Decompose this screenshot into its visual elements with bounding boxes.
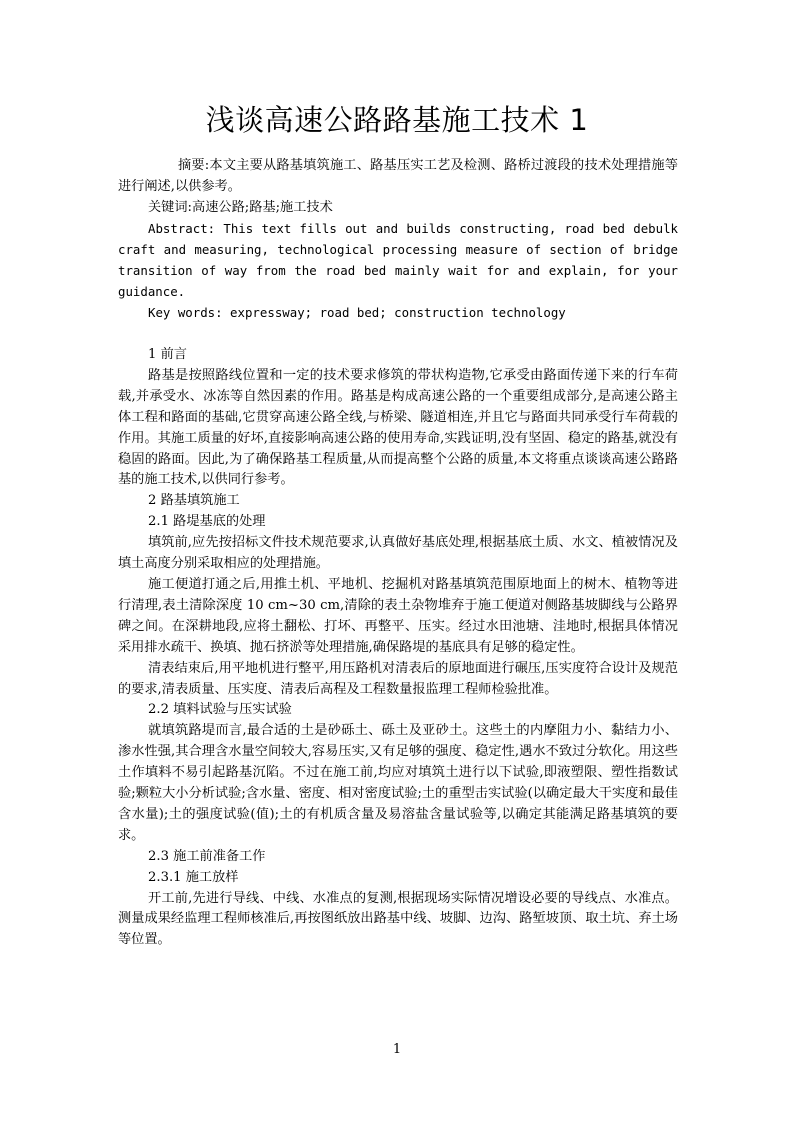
section-1-heading: 1 前言 [148,347,187,362]
section-2-heading: 2 路基填筑施工 [148,493,240,509]
page-number: 1 [392,1042,402,1057]
section-1-paragraph: 路基是按照路线位置和一定的技术要求修筑的带状构造物,它承受由路面传递下来的行车荷载,并承受水、冰冻等自然因素的作用。路基是构成高速公路的一个重要组成部分,是高速公路主体工程和路面的基础,它贯穿高速公路全线,与桥梁、隧道相连,并且它与路面共同承受行车荷载的作用。其施工质量的好坏,直接影响高速公路的使用寿命,实践证明,没有坚固、稳定的路基,就没有稳固的路面。因此,为了确保路基工程质量,从而提高整个公路的质量,本文将重点谈谈高速公路路基的施工技术,以供同行参考。 [118,367,678,488]
abstract-en: Abstract: This text fills out and builds constructing, road bed debulk craft and measuring, technological processing measure of section of bridge transition of way from the road bed mainly wait for and explain, for your guidance. [118,221,678,299]
section-2-1-paragraph-1: 填筑前,应先按招标文件技术规范要求,认真做好基底处理,根据基底土质、水文、植被情况及填土高度分别采取相应的处理措施。 [118,535,678,572]
abstract-block-cn [118,156,678,219]
section-2-3-1-paragraph: 开工前,先进行导线、中线、水准点的复测,根据现场实际情况增设必要的导线点、水准点。测量成果经监理工程师核准后,再按图纸放出路基中线、坡脚、边沟、路堑坡顶、取土坑、弃土场等位置。 [118,890,678,948]
section-2-3-heading: 2.3 施工前准备工作 [148,848,266,864]
abstract-cn: 摘要:本文主要从路基填筑施工、路基压实工艺及检测、路桥过渡段的技术处理措施等进行阐述,以供参考。 [118,158,678,194]
keywords-en: Key words: expressway; road bed; construction technology [148,304,566,320]
abstract-block-en [118,219,678,324]
section-2-1-paragraph-3: 清表结束后,用平地机进行整平,用压路机对清表后的原地面进行碾压,压实度符合设计及规范的要求,清表质量、压实度、清表后高程及工程数量报监理工程师检验批准。 [118,660,678,697]
keywords-cn: 关键词:高速公路;路基;施工技术 [148,199,333,215]
main-body [118,345,678,951]
section-2-1-paragraph-2: 施工便道打通之后,用推土机、平地机、挖掘机对路基填筑范围原地面上的树木、植物等进行清理,表土清除深度 10 cm~30 cm,清除的表土杂物堆弃于施工便道对侧路基坡脚线与公路界碑之间。在深耕地段,应将土翻松、打坏、再整平、压实。经过水田池塘、洼地时,根据具体情况采用排水疏干、换填、抛石挤淤等处理措施,确保路堤的基底具有足够的稳定性。 [118,576,678,655]
section-2-2-paragraph: 就填筑路堤而言,最合适的土是砂砾土、砾土及亚砂土。这些土的内摩阻力小、黏结力小、渗水性强,其合理含水量空间较大,容易压实,又有足够的强度、稳定性,遇水不致过分软化。用这些土作填料不易引起路基沉陷。不过在施工前,均应对填筑土进行以下试验,即液塑限、塑性指数试验;颗粒大小分析试验;含水量、密度、相对密度试验;土的重型击实试验(以确定最大干实度和最佳含水量);土的强度试验(值);土的有机质含量及易溶盐含量试验等,以确定其能满足路基填筑的要求。 [118,723,678,843]
section-2-3-1-heading: 2.3.1 施工放样 [148,869,239,885]
document-title: 浅谈高速公路路基施工技术 1 [205,103,589,137]
section-2-1-heading: 2.1 路堤基底的处理 [148,514,266,530]
section-2-2-heading: 2.2 填料试验与压实试验 [148,702,292,718]
